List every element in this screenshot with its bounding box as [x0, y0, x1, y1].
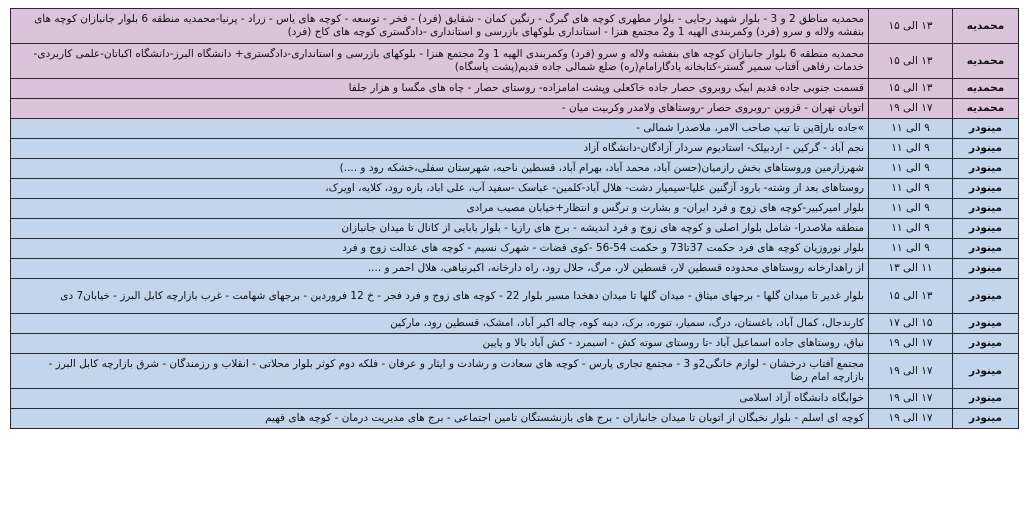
time-range-cell: ۹ الی ۱۱	[869, 119, 953, 139]
table-row	[11, 389, 1019, 409]
area-cell: محمدیه	[953, 44, 1019, 79]
time-range-cell: ۹ الی ۱۱	[869, 179, 953, 199]
time-range-cell: ۱۷ الی ۱۹	[869, 409, 953, 429]
time-range-cell: ۱۷ الی ۱۹	[869, 99, 953, 119]
address-cell: نیاق، روستاهای جاده اسماعیل آباد -تا روستای سوته کش - اسبمرد - کش آباد بالا و پایین	[11, 334, 869, 354]
time-range-cell: ۱۱ الی ۱۳	[869, 259, 953, 279]
table-row	[11, 334, 1019, 354]
area-cell: مینودر	[953, 199, 1019, 219]
area-cell: مینودر	[953, 119, 1019, 139]
address-cell: قسمت جنوبی جاده قدیم ابیک روبروی حصار جاده خاکعلی وپشت امامزاده- روستای حصار - چاه های مگسا و هزار جلفا	[11, 79, 869, 99]
table-row	[11, 44, 1019, 79]
time-range-cell: ۱۷ الی ۱۹	[869, 389, 953, 409]
table-row	[11, 354, 1019, 389]
area-cell: مینودر	[953, 219, 1019, 239]
address-cell: کوچه ای اسلم - بلوار نخبگان از اتوبان تا میدان جانبازان - برج های بازنشستگان تامین اجتماعی - برج های مدیریت درمان - کوچه های فهیم	[11, 409, 869, 429]
area-cell: مینودر	[953, 334, 1019, 354]
area-cell: مینودر	[953, 279, 1019, 314]
address-cell: بلوار نوروزیان کوچه های فرد حکمت 37تا73 و حکمت 54-56 -کوی قضات - شهرک نسیم - کوچه های عدالت زوج و فرد	[11, 239, 869, 259]
area-cell: مینودر	[953, 314, 1019, 334]
area-cell: مینودر	[953, 239, 1019, 259]
address-cell: اتوبان تهران - قزوین -روبروی حصار -روستاهای ولامدر وکربیت میان -	[11, 99, 869, 119]
table-row	[11, 314, 1019, 334]
table-row	[11, 119, 1019, 139]
time-range-cell: ۹ الی ۱۱	[869, 139, 953, 159]
area-cell: مینودر	[953, 159, 1019, 179]
address-cell: مجتمع آفتاب درخشان - لوازم خانگی2و 3 - مجتمع تجاری پارس - کوچه های سعادت و رشادت و ایثار و عرفان - فلکه دوم کوثر بلوار محلاتی - انقلاب و رزمندگان - شرق بازارچه کابل البرز - بازارچه امام رضا	[11, 354, 869, 389]
time-range-cell: ۱۵ الی ۱۷	[869, 314, 953, 334]
area-cell: مینودر	[953, 389, 1019, 409]
area-cell: مینودر	[953, 139, 1019, 159]
address-cell: نجم آباد - گرکین - اردبیلک- استادیوم سردار آزادگان-دانشگاه آزاد	[11, 139, 869, 159]
time-range-cell: ۱۳ الی ۱۵	[869, 79, 953, 99]
address-cell: محمدیه منطقه 6 بلوار جانبازان کوچه های بنفشه ولاله و سرو (فرد) وکمربندی الهیه 1 و2 مجتمع هنزا - بلوکهای بازرسی و استانداری-دادگستری+ دانشگاه البرز-دانشگاه اکباتان-علمی کاربردی-خدمات رفاهی آفتاب سمیر گستر-کتابخانه یادگارامام(ره) ضلع شمالی جاده قدیم(پشت پاسگاه)	[11, 44, 869, 79]
address-cell: خوابگاه دانشگاه آزاد اسلامی	[11, 389, 869, 409]
time-range-cell: ۹ الی ۱۱	[869, 239, 953, 259]
address-cell: منطقه ملاصدرا- شامل بلوار اصلی و کوچه های زوج و فرد اندیشه - برج های رازیا - بلوار بابایی از کانال تا میدان جانبازان	[11, 219, 869, 239]
table-row	[11, 99, 1019, 119]
address-cell: کارندجال، کمال آباد، باغستان، درگ، سمیار، تنوره، برک، دینه کوه، چاله اکبر آباد، امشک، قسطین رود، مارکین	[11, 314, 869, 334]
time-range-cell: ۱۷ الی ۱۹	[869, 354, 953, 389]
table-row	[11, 139, 1019, 159]
table-row	[11, 409, 1019, 429]
table-row	[11, 219, 1019, 239]
table-row	[11, 159, 1019, 179]
time-range-cell: ۹ الی ۱۱	[869, 219, 953, 239]
area-cell: مینودر	[953, 259, 1019, 279]
time-range-cell: ۹ الی ۱۱	[869, 159, 953, 179]
address-cell: شهرزازمین وروستاهای بخش رازمیان(حسن آباد، محمد آباد، بهرام آباد، قسطین ناحیه، شهرستان سفلی،خشکه رود و ....)	[11, 159, 869, 179]
address-cell: »جاده بارajین تا تیپ صاحب الامر، ملاصدرا شمالی -	[11, 119, 869, 139]
area-cell: مینودر	[953, 409, 1019, 429]
table-row	[11, 179, 1019, 199]
table-row	[11, 79, 1019, 99]
area-cell: محمدیه	[953, 9, 1019, 44]
area-cell: محمدیه	[953, 79, 1019, 99]
table-row	[11, 239, 1019, 259]
address-cell: محمدیه مناطق 2 و 3 - بلوار شهید رجایی - بلوار مطهری کوچه های گبرگ - رنگین کمان - شقایق (فرد) - فخر - توسعه - کوچه های یاس - زراد - پرنیا-محمدیه منطقه 6 بلوار جانبازان کوچه های بنفشه ولاله و سرو (فرد) وکمربندی الهیه 1 و2 مجتمع هنزا - استانداری بلوکهای بازرسی و استانداری -دادگستری کوچه های کاج (فرد)	[11, 9, 869, 44]
area-cell: محمدیه	[953, 99, 1019, 119]
time-range-cell: ۱۳ الی ۱۵	[869, 279, 953, 314]
time-range-cell: ۹ الی ۱۱	[869, 199, 953, 219]
time-range-cell: ۱۷ الی ۱۹	[869, 334, 953, 354]
time-range-cell: ۱۳ الی ۱۵	[869, 44, 953, 79]
table-row	[11, 199, 1019, 219]
address-cell: بلوار امیرکبیر-کوچه های زوج و فرد ایران- و بشارت و نرگس و انتظار+خیابان مصیب مرادی	[11, 199, 869, 219]
address-cell: بلوار غدیر تا میدان گلها - برجهای میثاق - میدان گلها تا میدان دهخدا مسیر بلوار 22 - کوچه های زوج و فرد فجر - خ 12 فروردین - برجهای شهامت - غرب بازارچه کابل البرز - خیابان7 دی	[11, 279, 869, 314]
area-cell: مینودر	[953, 179, 1019, 199]
address-cell: روستاهای بعد از وشته- بارود آزگنین علیا-سیمیار دشت- هلال آباد-کلمین- عباسک -سفید آب، علی اباد، بازه رود، کلایه، اویرک،	[11, 179, 869, 199]
time-range-cell: ۱۳ الی ۱۵	[869, 9, 953, 44]
outage-schedule	[10, 8, 1018, 429]
address-cell: از راهدارخانه روستاهای محدوده قسطین لار، قسطین لار، مرگ، حلال رود، راه دارخانه، اکبرنیاهی، هلال احمر و ....	[11, 259, 869, 279]
outage-table	[10, 8, 1019, 429]
table-row	[11, 259, 1019, 279]
area-cell: مینودر	[953, 354, 1019, 389]
table-row	[11, 9, 1019, 44]
table-row	[11, 279, 1019, 314]
